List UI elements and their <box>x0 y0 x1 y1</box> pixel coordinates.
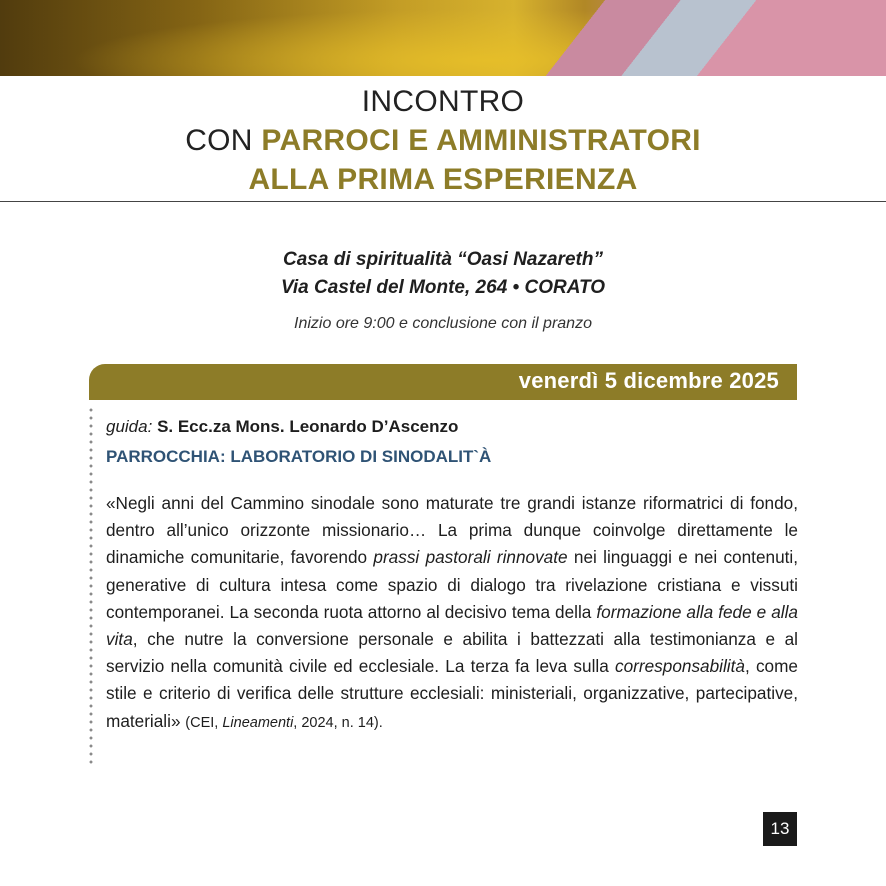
event-date: venerdì 5 dicembre 2025 <box>518 368 779 393</box>
schedule-note: Inizio ore 9:00 e conclusione con il pranzo <box>294 315 592 332</box>
quote-emphasis-1: prassi pastorali rinnovate <box>373 547 568 568</box>
guide-line <box>106 413 798 441</box>
guide-label: guida: <box>106 417 153 436</box>
venue-block <box>0 246 886 302</box>
quote-text-1: «Negli anni del Cammino sinodale sono maturate tre grandi istanze riformatrici di fondo, dentro all’unico orizzonte missionario… La prima dunque coinvolge direttamente le dinamiche comunitarie, favorendo <box>106 493 798 568</box>
title-line-2-accent: PARROCI E AMMINISTRATORI <box>261 124 701 157</box>
title-line-2 <box>0 121 886 160</box>
dotted-margin-line <box>89 406 93 766</box>
section-title: PARROCCHIA: LABORATORIO DI SINODALIT`À <box>106 447 492 466</box>
quote-text-2: nei linguaggi e nei contenuti, generative di cultura intesa come spazio di dialogo tra rivelazione cristiana e vissuti contemporanei. La seconda ruota attorno al decisivo tema della <box>106 547 798 622</box>
guide-name: S. Ecc.za Mons. Leonardo D’Ascenzo <box>157 417 459 436</box>
session-content <box>106 413 798 737</box>
date-banner <box>89 364 797 400</box>
quote-source-b: , 2024, n. 14). <box>293 714 383 731</box>
quote-text-3: , che nutre la conversione personale e abilita i battezzati alla testimonianza e al servizio nella comunità civile ed ecclesiale. La terza fa leva sulla <box>106 629 798 677</box>
title-line-2-prefix: CON <box>185 124 262 157</box>
title-line-1: INCONTRO <box>361 85 525 118</box>
header-artwork-banner <box>0 0 886 76</box>
venue-name: Casa di spiritualità “Oasi Nazareth” <box>283 249 603 270</box>
quote-text-4: , come stile e criterio di verifica delle strutture ecclesiali: ministeriali, organizzative, partecipative, materiali» <box>106 656 798 731</box>
quote-source-title: Lineamenti <box>222 714 294 731</box>
quote-emphasis-3: corresponsabilità <box>615 656 745 677</box>
quote-emphasis-2: formazione alla fede e alla vita <box>106 601 798 650</box>
page-title <box>0 82 886 199</box>
quote-source <box>185 715 382 731</box>
venue-address: Via Castel del Monte, 264 • CORATO <box>280 277 606 298</box>
quote-paragraph <box>106 490 798 737</box>
quote-source-a: (CEI, <box>185 714 223 731</box>
page-number: 13 <box>763 812 797 846</box>
title-divider <box>0 201 886 202</box>
title-line-3: ALLA PRIMA ESPERIENZA <box>248 163 638 196</box>
